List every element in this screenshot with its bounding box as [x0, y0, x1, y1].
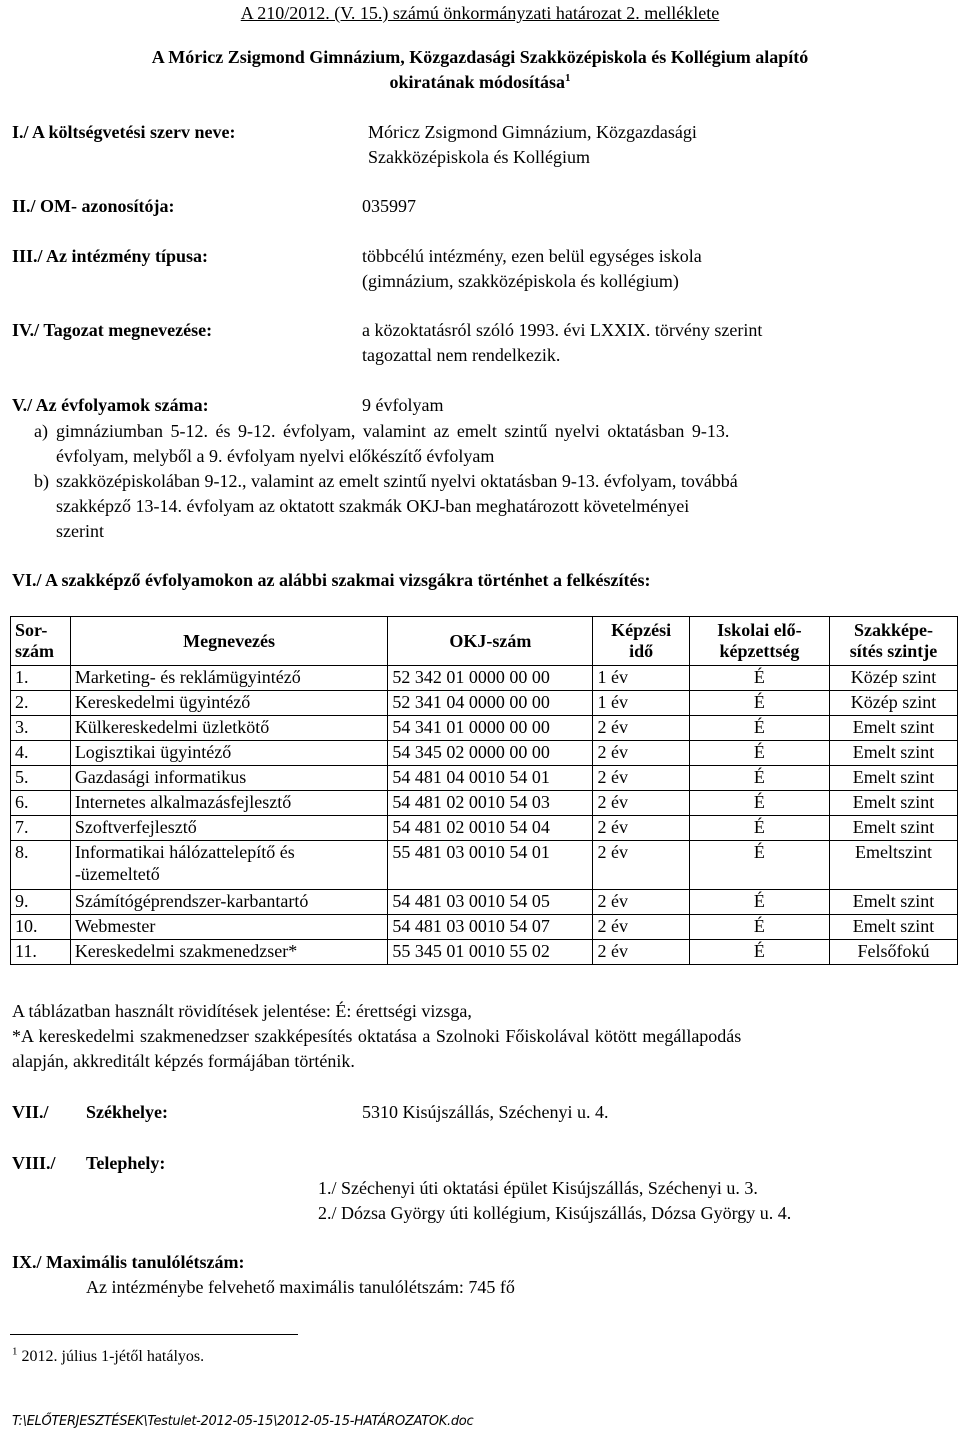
cell-name: Logisztikai ügyintéző — [70, 741, 388, 766]
table-header-row — [11, 617, 958, 666]
document-title-line1: A Móricz Zsigmond Gimnázium, Közgazdasági Szakközépiskola és Kollégium alapító — [151, 47, 809, 67]
section-5-item-a-line2: évfolyam, melyből a 9. évfolyam nyelvi előkészítő évfolyam — [56, 446, 495, 466]
cell-okj: 52 342 01 0000 00 00 — [388, 666, 593, 691]
section-3-value-line1: többcélú intézmény, ezen belül egységes iskola — [362, 246, 702, 266]
cell-level: Emelt szint — [830, 915, 958, 940]
cell-okj: 54 481 04 0010 54 01 — [388, 766, 593, 791]
section-5-item-a-line1: a) gimnáziumban 5-12. és 9-12. évfolyam, valamint az emelt szintű nyelvi oktatásban 9-13. — [34, 421, 730, 441]
cell-level: Közép szint — [830, 666, 958, 691]
section-5-item-b-line2: szakképző 13-14. évfolyam az oktatott szakmák OKJ-ban meghatározott követelményei — [56, 496, 690, 516]
star-note-line2: alapján, akkreditált képzés formájában történik. — [12, 1051, 355, 1071]
table-row — [11, 791, 958, 816]
cell-name: Kereskedelmi ügyintéző — [70, 691, 388, 716]
cell-okj: 54 481 03 0010 54 05 — [388, 890, 593, 915]
footnote-text: $^1$ 2012. július 1-jétől hatályos. — [12, 1345, 205, 1365]
cell-okj: 54 341 01 0000 00 00 — [388, 716, 593, 741]
cell-time: 1 év — [593, 666, 689, 691]
cell-time: 2 év — [593, 915, 689, 940]
cell-time: 2 év — [593, 766, 689, 791]
section-7-number: VII./ — [12, 1102, 49, 1122]
cell-name: Gazdasági informatikus — [70, 766, 388, 791]
table-row — [11, 666, 958, 691]
cell-time: 2 év — [593, 716, 689, 741]
section-8-item-1: 1./ Széchenyi úti oktatási épület Kisújszállás, Széchenyi u. 3. — [318, 1178, 758, 1198]
cell-nr: 2. — [11, 691, 71, 716]
cell-time: 2 év — [593, 940, 689, 965]
header-prerequisite: Iskolai elő- képzettség — [689, 617, 829, 666]
abbreviation-note: A táblázatban használt rövidítések jelentése: É: érettségi vizsga, — [12, 1001, 472, 1021]
cell-prerequisite: É — [689, 940, 829, 965]
cell-okj: 55 481 03 0010 54 01 — [388, 841, 593, 890]
cell-nr: 1. — [11, 666, 71, 691]
cell-prerequisite: É — [689, 741, 829, 766]
cell-time: 2 év — [593, 741, 689, 766]
section-2-label: II./ OM- azonosítója: — [12, 196, 175, 216]
cell-time: 2 év — [593, 816, 689, 841]
cell-time: 2 év — [593, 791, 689, 816]
section-5-value: 9 évfolyam — [362, 395, 444, 415]
cell-nr: 11. — [11, 940, 71, 965]
section-1-value-line1: Móricz Zsigmond Gimnázium, Közgazdasági — [368, 122, 697, 142]
cell-prerequisite: É — [689, 816, 829, 841]
cell-level: Emelt szint — [830, 791, 958, 816]
cell-okj: 54 481 02 0010 54 03 — [388, 791, 593, 816]
section-7-value: 5310 Kisújszállás, Széchenyi u. 4. — [362, 1102, 609, 1122]
cell-name: Webmester — [70, 915, 388, 940]
cell-nr: 9. — [11, 890, 71, 915]
cell-prerequisite: É — [689, 841, 829, 890]
section-7-label: Székhelye: — [86, 1102, 168, 1122]
cell-level: Emelt szint — [830, 816, 958, 841]
table-row — [11, 766, 958, 791]
table-row — [11, 915, 958, 940]
cell-prerequisite: É — [689, 766, 829, 791]
cell-level: Emelt szint — [830, 741, 958, 766]
header-time: Képzési idő — [593, 617, 689, 666]
header-okj: OKJ-szám — [388, 617, 593, 666]
cell-nr: 7. — [11, 816, 71, 841]
cell-name: Számítógéprendszer-karbantartó — [70, 890, 388, 915]
cell-okj: 54 345 02 0000 00 00 — [388, 741, 593, 766]
cell-prerequisite: É — [689, 791, 829, 816]
section-1-label: I./ A költségvetési szerv neve: — [12, 122, 236, 142]
cell-level: Közép szint — [830, 691, 958, 716]
cell-prerequisite: É — [689, 915, 829, 940]
cell-prerequisite: É — [689, 666, 829, 691]
section-9-value: Az intézménybe felvehető maximális tanulólétszám: 745 fő — [86, 1277, 515, 1297]
cell-name: Szoftverfejlesztő — [70, 816, 388, 841]
table-row — [11, 816, 958, 841]
cell-name: Külkereskedelmi üzletkötő — [70, 716, 388, 741]
section-2-value: 035997 — [362, 196, 416, 216]
section-5-item-b-line3: szerint — [56, 521, 104, 541]
cell-time: 2 év — [593, 890, 689, 915]
section-8-label: Telephely: — [86, 1153, 166, 1173]
footer-file-path: T:\ELŐTERJESZTÉSEK\Testulet-2012-05-15\2012-05-15-HATÁROZATOK.doc — [12, 1414, 474, 1429]
cell-name: Informatikai hálózattelepítő és -üzemeltető — [70, 841, 388, 890]
header-level: Szakképe- sítés szintje — [830, 617, 958, 666]
cell-time: 1 év — [593, 691, 689, 716]
section-3-value-line2: (gimnázium, szakközépiskola és kollégium) — [362, 271, 679, 291]
section-1-value-line2: Szakközépiskola és Kollégium — [368, 147, 590, 167]
cell-okj: 54 481 02 0010 54 04 — [388, 816, 593, 841]
cell-prerequisite: É — [689, 890, 829, 915]
cell-nr: 5. — [11, 766, 71, 791]
cell-prerequisite: É — [689, 691, 829, 716]
cell-nr: 10. — [11, 915, 71, 940]
qualification-table — [10, 616, 958, 965]
cell-time: 2 év — [593, 841, 689, 890]
cell-level: Emelt szint — [830, 766, 958, 791]
section-4-label: IV./ Tagozat megnevezése: — [12, 320, 213, 340]
section-8-item-2: 2./ Dózsa György úti kollégium, Kisújszállás, Dózsa György u. 4. — [318, 1203, 792, 1223]
table-row — [11, 890, 958, 915]
resolution-reference: A 210/2012. (V. 15.) számú önkormányzati határozat 2. melléklete — [240, 3, 720, 23]
cell-name: Marketing- és reklámügyintéző — [70, 666, 388, 691]
section-5-label: V./ Az évfolyamok száma: — [12, 395, 209, 415]
cell-prerequisite: É — [689, 716, 829, 741]
section-9-heading: IX./ Maximális tanulólétszám: — [12, 1252, 245, 1272]
cell-name: Kereskedelmi szakmenedzser* — [70, 940, 388, 965]
cell-okj: 55 345 01 0010 55 02 — [388, 940, 593, 965]
cell-okj: 52 341 04 0000 00 00 — [388, 691, 593, 716]
cell-level: Emeltszint — [830, 841, 958, 890]
section-8-number: VIII./ — [12, 1153, 56, 1173]
footnote-ref: 1 — [565, 72, 571, 84]
cell-nr: 6. — [11, 791, 71, 816]
section-3-label: III./ Az intézmény típusa: — [12, 246, 209, 266]
cell-nr: 3. — [11, 716, 71, 741]
section-4-value-line2: tagozattal nem rendelkezik. — [362, 345, 561, 365]
cell-name: Internetes alkalmazásfejlesztő — [70, 791, 388, 816]
header-name: Megnevezés — [70, 617, 388, 666]
table-row — [11, 691, 958, 716]
table-row — [11, 716, 958, 741]
table-row — [11, 841, 958, 890]
section-6-heading: VI./ A szakképző évfolyamokon az alábbi szakmai vizsgákra történhet a felkészítés: — [12, 570, 651, 590]
header-nr: Sor- szám — [11, 617, 71, 666]
section-4-value-line1: a közoktatásról szóló 1993. évi LXXIX. törvény szerint — [362, 320, 763, 340]
table-row — [11, 940, 958, 965]
table-row — [11, 741, 958, 766]
cell-okj: 54 481 03 0010 54 07 — [388, 915, 593, 940]
cell-level: Emelt szint — [830, 716, 958, 741]
section-5-item-b-line1: b) szakközépiskolában 9-12., valamint az emelt szintű nyelvi oktatásban 9-13. évfolyam, továbbá — [34, 471, 738, 491]
cell-level: Emelt szint — [830, 890, 958, 915]
document-title-line2: okiratának módosítása$^1$ — [389, 72, 571, 92]
cell-level: Felsőfokú — [830, 940, 958, 965]
footnote-separator — [10, 1334, 298, 1335]
cell-nr: 4. — [11, 741, 71, 766]
star-note-line1: *A kereskedelmi szakmenedzser szakképesítés oktatása a Szolnoki Főiskolával kötött megállapodás — [12, 1026, 742, 1046]
cell-nr: 8. — [11, 841, 71, 890]
